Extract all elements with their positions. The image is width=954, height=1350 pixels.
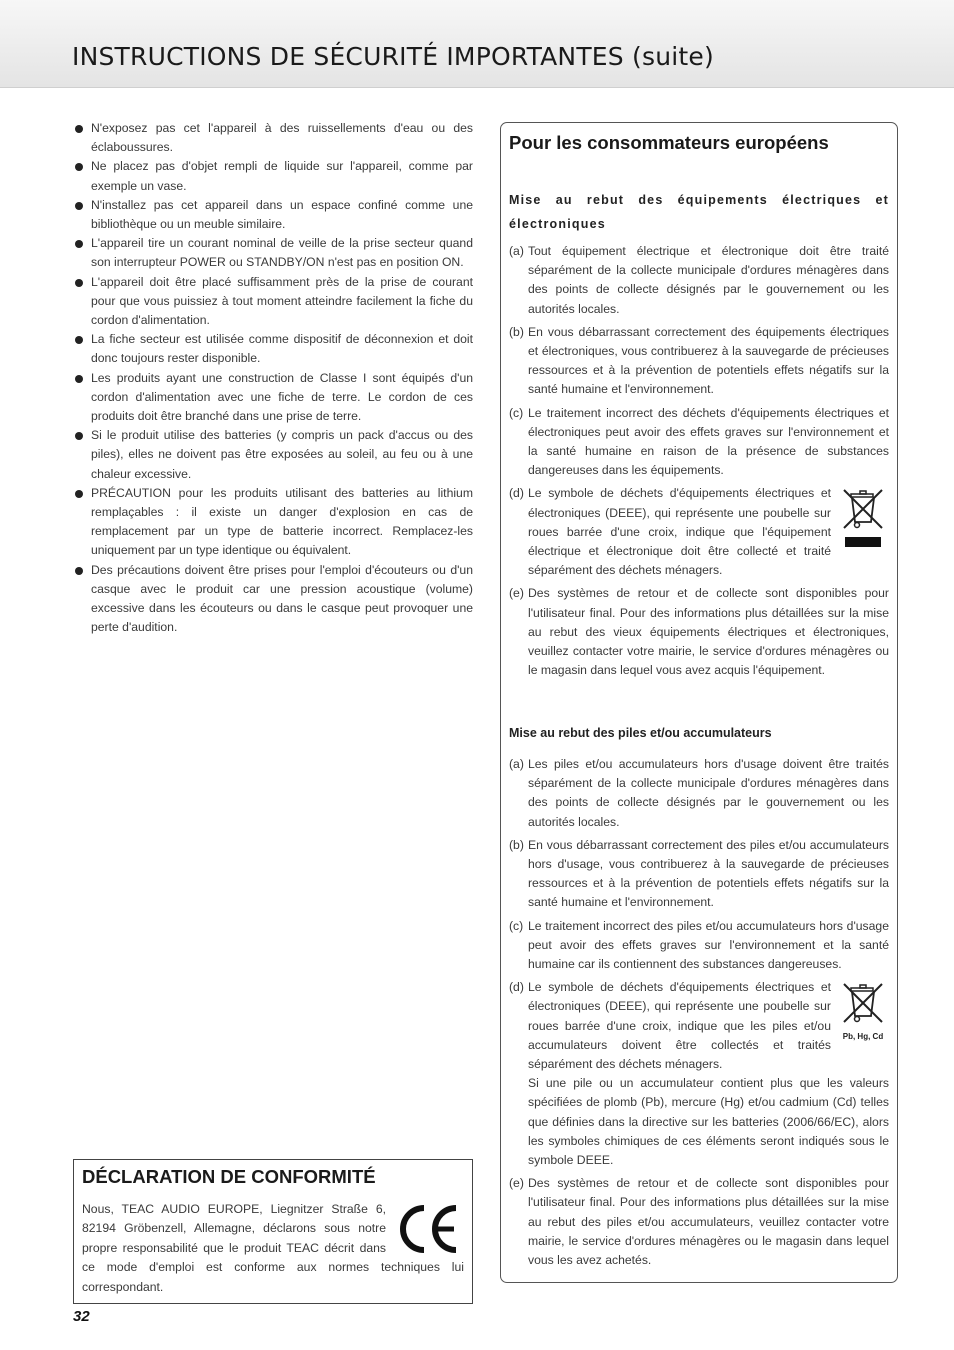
item-text: Des systèmes de retour et de collecte sont disponibles pour l'utilisateur final. Pour des informations plus détaillées sur la mise au rebut des vieux équipements électriques et électroniques, veuillez contacter votre mairie, le service d'ordures ménagères ou le magasin dans lequel vous avez acquis l'équipement. — [528, 586, 889, 678]
safety-bullets — [74, 119, 473, 637]
item-label: (e) — [509, 1176, 524, 1191]
list-item — [509, 584, 889, 680]
item-text: Tout équipement électrique et électronique doit être traité séparément de la collecte municipale d'ordures ménagères dans des points de collecte désignés par le gouvernement ou les autorités locales. — [528, 244, 889, 316]
weee-symbol — [837, 486, 889, 547]
conformity-paragraph — [82, 1200, 464, 1297]
item-text: Le symbole de déchets d'équipements électriques et électroniques (DEEE), qui représente une poubelle sur roues barrée d'une croix, indique que l'équipement électrique et électronique doit être collecté et traité séparément des déchets ménagers. — [528, 486, 831, 578]
page-number: 32 — [73, 1308, 90, 1325]
list-item — [509, 484, 889, 580]
weee-list — [509, 242, 889, 684]
conformity-text: Nous, TEAC AUDIO EUROPE, Liegnitzer Straße 6, 82194 Gröbenzell, Allemagne, déclarons sous notre propre responsabilité que le produit TEAC décrit dans ce mode d'emploi est conforme aux normes techniques lui correspondant. — [82, 1202, 464, 1294]
list-item — [509, 242, 889, 319]
item-text: Le traitement incorrect des déchets d'équipements électriques et électroniques peut avoir des effets graves sur l'environnement et la santé humaine en raison de la présence de substances dangereuses dans les équipements. — [528, 405, 889, 478]
item-label: (c) — [509, 918, 524, 933]
item-label: (a) — [509, 757, 524, 771]
bullet-item: N'exposez pas cet l'appareil à des ruissellements d'eau ou des éclaboussures. — [74, 119, 473, 157]
bullet-item: Ne placez pas d'objet rempli de liquide sur l'appareil, comme par exemple un vase. — [74, 157, 473, 195]
item-text: Le symbole de déchets d'équipements électriques et électroniques (DEEE), qui représente une poubelle sur roues barrée d'une croix, indique que les piles et/ou accumulateurs doivent être collectés et traités séparément des déchets ménagers. — [528, 980, 831, 1072]
ce-mark-icon — [394, 1200, 464, 1258]
item-label: (b) — [509, 324, 524, 339]
item-label: (a) — [509, 244, 524, 258]
crossed-bin-icon — [837, 486, 889, 532]
weee-bar — [845, 537, 881, 547]
list-item — [509, 404, 889, 481]
item-label: (b) — [509, 837, 524, 852]
battery-weee-symbol — [837, 980, 889, 1046]
item-label: (e) — [509, 586, 524, 601]
bullet-item: L'appareil tire un courant nominal de veille de la prise secteur quand son interrupteur POWER ou STANDBY/ON n'est pas en position ON. — [74, 234, 473, 272]
page-title: INSTRUCTIONS DE SÉCURITÉ IMPORTANTES (suite) — [72, 42, 714, 71]
bullet-item: Les produits ayant une construction de Classe I sont équipés d'un cordon d'alimentation avec une fiche de terre. Le cordon de ces produits doit être branché dans une prise de terre. — [74, 369, 473, 427]
item-text: Des systèmes de retour et de collecte sont disponibles pour l'utilisateur final. Pour des informations plus détaillées sur la mise au rebut des piles et/ou accumulateurs, veuillez contacter votre mairie, le service d'ordures ménagères ou le magasin dans lequel vous les avez achetés. — [528, 1176, 889, 1268]
item-text: En vous débarrassant correctement des piles et/ou accumulateurs hors d'usage, vous contribuerez à la sauvegarde de précieuses ressources et à la prévention de potentiels effets négatifs sur la santé humaine et l'environnement. — [528, 837, 889, 910]
bullet-item: La fiche secteur est utilisée comme dispositif de déconnexion et doit donc toujours rester disponible. — [74, 330, 473, 368]
eu-section-title: Pour les consommateurs européens — [509, 132, 829, 153]
item-text: Le traitement incorrect des piles et/ou accumulateurs hors d'usage peut avoir des effets graves sur l'environnement et la santé humaine car ils contiennent des substances dangereuses. — [528, 918, 889, 972]
bullet-item: N'installez pas cet appareil dans un espace confiné comme une bibliothèque ou un meuble similaire. — [74, 196, 473, 234]
conformity-title: DÉCLARATION DE CONFORMITÉ — [82, 1166, 376, 1187]
list-item — [509, 836, 889, 913]
list-item — [509, 323, 889, 400]
list-item — [509, 978, 889, 1170]
crossed-bin-icon — [837, 980, 889, 1026]
item-label: (c) — [509, 405, 524, 420]
item-label: (d) — [509, 486, 524, 501]
page-header — [0, 0, 954, 88]
batteries-heading: Mise au rebut des piles et/ou accumulateurs — [509, 726, 772, 740]
list-item — [509, 917, 889, 975]
item-text: Les piles et/ou accumulateurs hors d'usage doivent être traités séparément de la collecte municipale d'ordures ménagères dans des points de collecte désignés par le gouvernement ou les autorités locales. — [528, 757, 889, 829]
batteries-list — [509, 755, 889, 1274]
bullet-item: L'appareil doit être placé suffisamment près de la prise de courant pour que vous puissiez à tout moment atteindre facilement la fiche du cordon d'alimentation. — [74, 273, 473, 331]
item-text-extra: Si une pile ou un accumulateur contient plus que les valeurs spécifiées de plomb (Pb), mercure (Hg) et/ou cadmium (Cd) telles que définies dans la directive sur les batteries (2006/66/EC), alors les symboles chimiques de ces éléments seront indiqués sous le symbole DEEE. — [528, 1076, 889, 1168]
list-item — [509, 1174, 889, 1270]
item-label: (d) — [509, 980, 524, 995]
weee-heading: Mise au rebut des équipements électriques et électroniques — [509, 193, 889, 231]
bullet-item: Des précautions doivent être prises pour l'emploi d'écouteurs ou d'un casque avec le produit car une pression acoustique (volume) excessive dans les écouteurs ou dans le casque peut provoquer une perte d'audition. — [74, 561, 473, 638]
chem-symbols-label: Pb, Hg, Cd — [842, 1032, 884, 1042]
bullet-item: PRÉCAUTION pour les produits utilisant des batteries au lithium remplaçables : il existe un danger d'explosion en cas de remplacement par un type de batterie incorrect. Remplacez-les uniquement par un type identique ou équivalent. — [74, 484, 473, 561]
item-text: En vous débarrassant correctement des équipements électriques et électroniques, vous contribuerez à la sauvegarde de précieuses ressources et à la prévention de potentiels effets négatifs sur la santé humaine et l'environnement. — [528, 324, 889, 397]
list-item — [509, 755, 889, 832]
bullet-item: Si le produit utilise des batteries (y compris un pack d'accus ou des piles), elles ne doivent pas être exposées au soleil, au feu ou à une chaleur excessive. — [74, 426, 473, 484]
